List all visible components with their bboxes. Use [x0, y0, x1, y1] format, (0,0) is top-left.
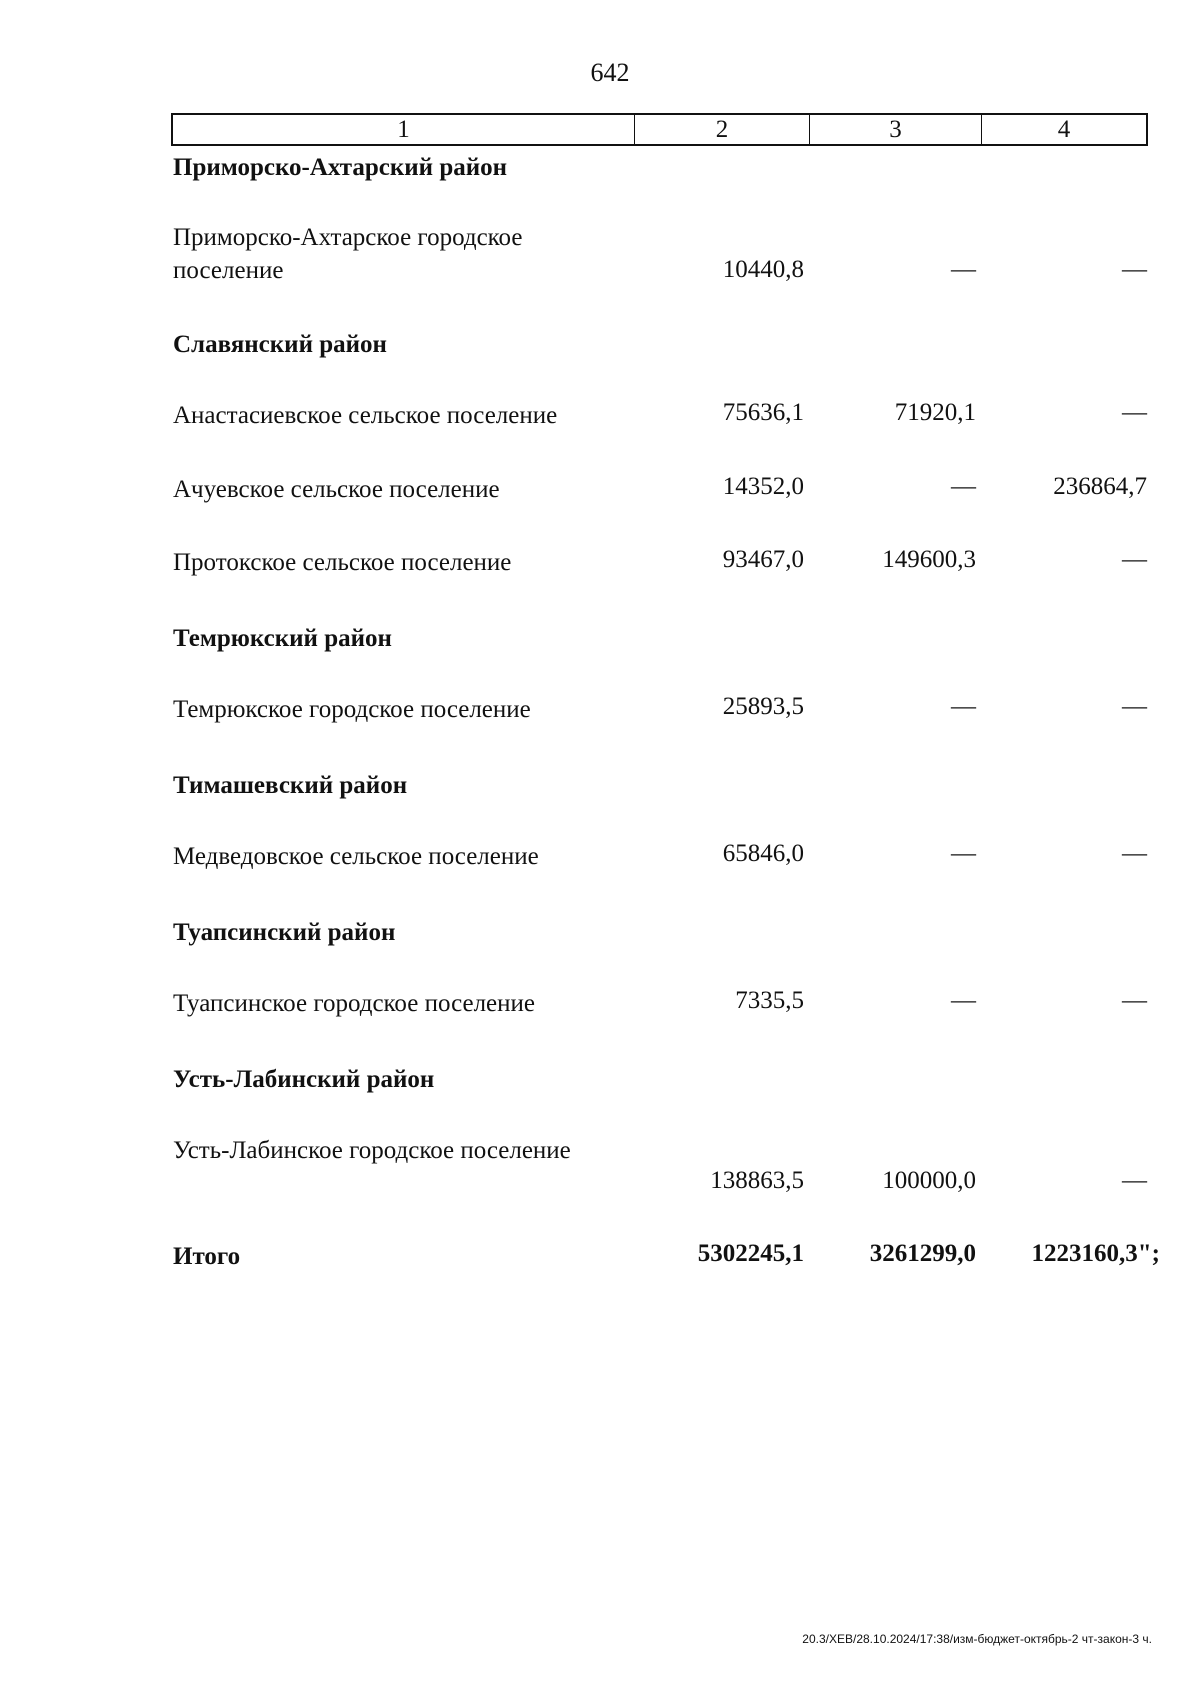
settlement-name: Туапсинское городское поселение [173, 990, 535, 1017]
value-col-3: — [951, 987, 976, 1014]
value-col-3: 149600,3 [882, 546, 976, 573]
value-col-3: — [951, 840, 976, 867]
value-col-3: — [951, 256, 976, 283]
value-col-2: 10440,8 [722, 256, 804, 283]
district-heading: Тимашевский район [173, 772, 408, 799]
value-col-4: — [1122, 840, 1147, 867]
value-col-3: 100000,0 [882, 1167, 976, 1194]
settlement-name: Темрюкское городское поселение [173, 696, 531, 723]
total-col-4: 1223160,3"; [1031, 1240, 1160, 1267]
settlement-name: Ачуевское сельское поселение [173, 476, 500, 503]
value-col-2: 25893,5 [722, 693, 804, 720]
settlement-name: Протокское сельское поселение [173, 549, 512, 576]
document-footer-note: 20.3/ХЕВ/28.10.2024/17:38/изм-бюджет-октябрь-2 чт-закон-3 ч. [802, 1632, 1152, 1646]
value-col-4: — [1122, 256, 1147, 283]
header-col-4: 4 [1057, 116, 1071, 143]
header-col-3: 3 [810, 115, 982, 144]
total-col-2: 5302245,1 [697, 1240, 804, 1267]
value-col-2: 7335,5 [735, 987, 804, 1014]
value-col-4: — [1122, 546, 1147, 573]
settlement-name: Приморско-Ахтарское городское поселение [173, 224, 523, 284]
district-heading: Славянский район [173, 331, 387, 358]
value-col-4: — [1122, 399, 1147, 426]
district-heading: Туапсинский район [173, 919, 396, 946]
value-col-2: 14352,0 [722, 473, 804, 500]
settlement-name: Медведовское сельское поселение [173, 843, 539, 870]
value-col-3: — [951, 693, 976, 720]
table-header [171, 113, 1148, 146]
value-col-3: 71920,1 [894, 399, 976, 426]
value-col-2: 138863,5 [710, 1167, 804, 1194]
value-col-3: — [951, 473, 976, 500]
settlement-name: Усть-Лабинское городское поселение [173, 1137, 571, 1164]
value-col-4: — [1122, 693, 1147, 720]
value-col-4: — [1122, 987, 1147, 1014]
header-col-1: 1 [173, 115, 635, 144]
settlement-name: Анастасиевское сельское поселение [173, 402, 558, 429]
page-number: 642 [590, 58, 630, 87]
district-heading: Темрюкский район [173, 625, 392, 652]
total-label: Итого [173, 1243, 241, 1270]
value-col-4: — [1122, 1167, 1147, 1194]
district-heading: Усть-Лабинский район [173, 1066, 435, 1093]
header-col-2: 2 [635, 115, 810, 144]
value-col-4: 236864,7 [1053, 473, 1147, 500]
value-col-2: 75636,1 [722, 399, 804, 426]
district-heading: Приморско-Ахтарский район [173, 154, 508, 181]
value-col-2: 65846,0 [722, 840, 804, 867]
value-col-2: 93467,0 [722, 546, 804, 573]
total-col-3: 3261299,0 [869, 1240, 976, 1267]
